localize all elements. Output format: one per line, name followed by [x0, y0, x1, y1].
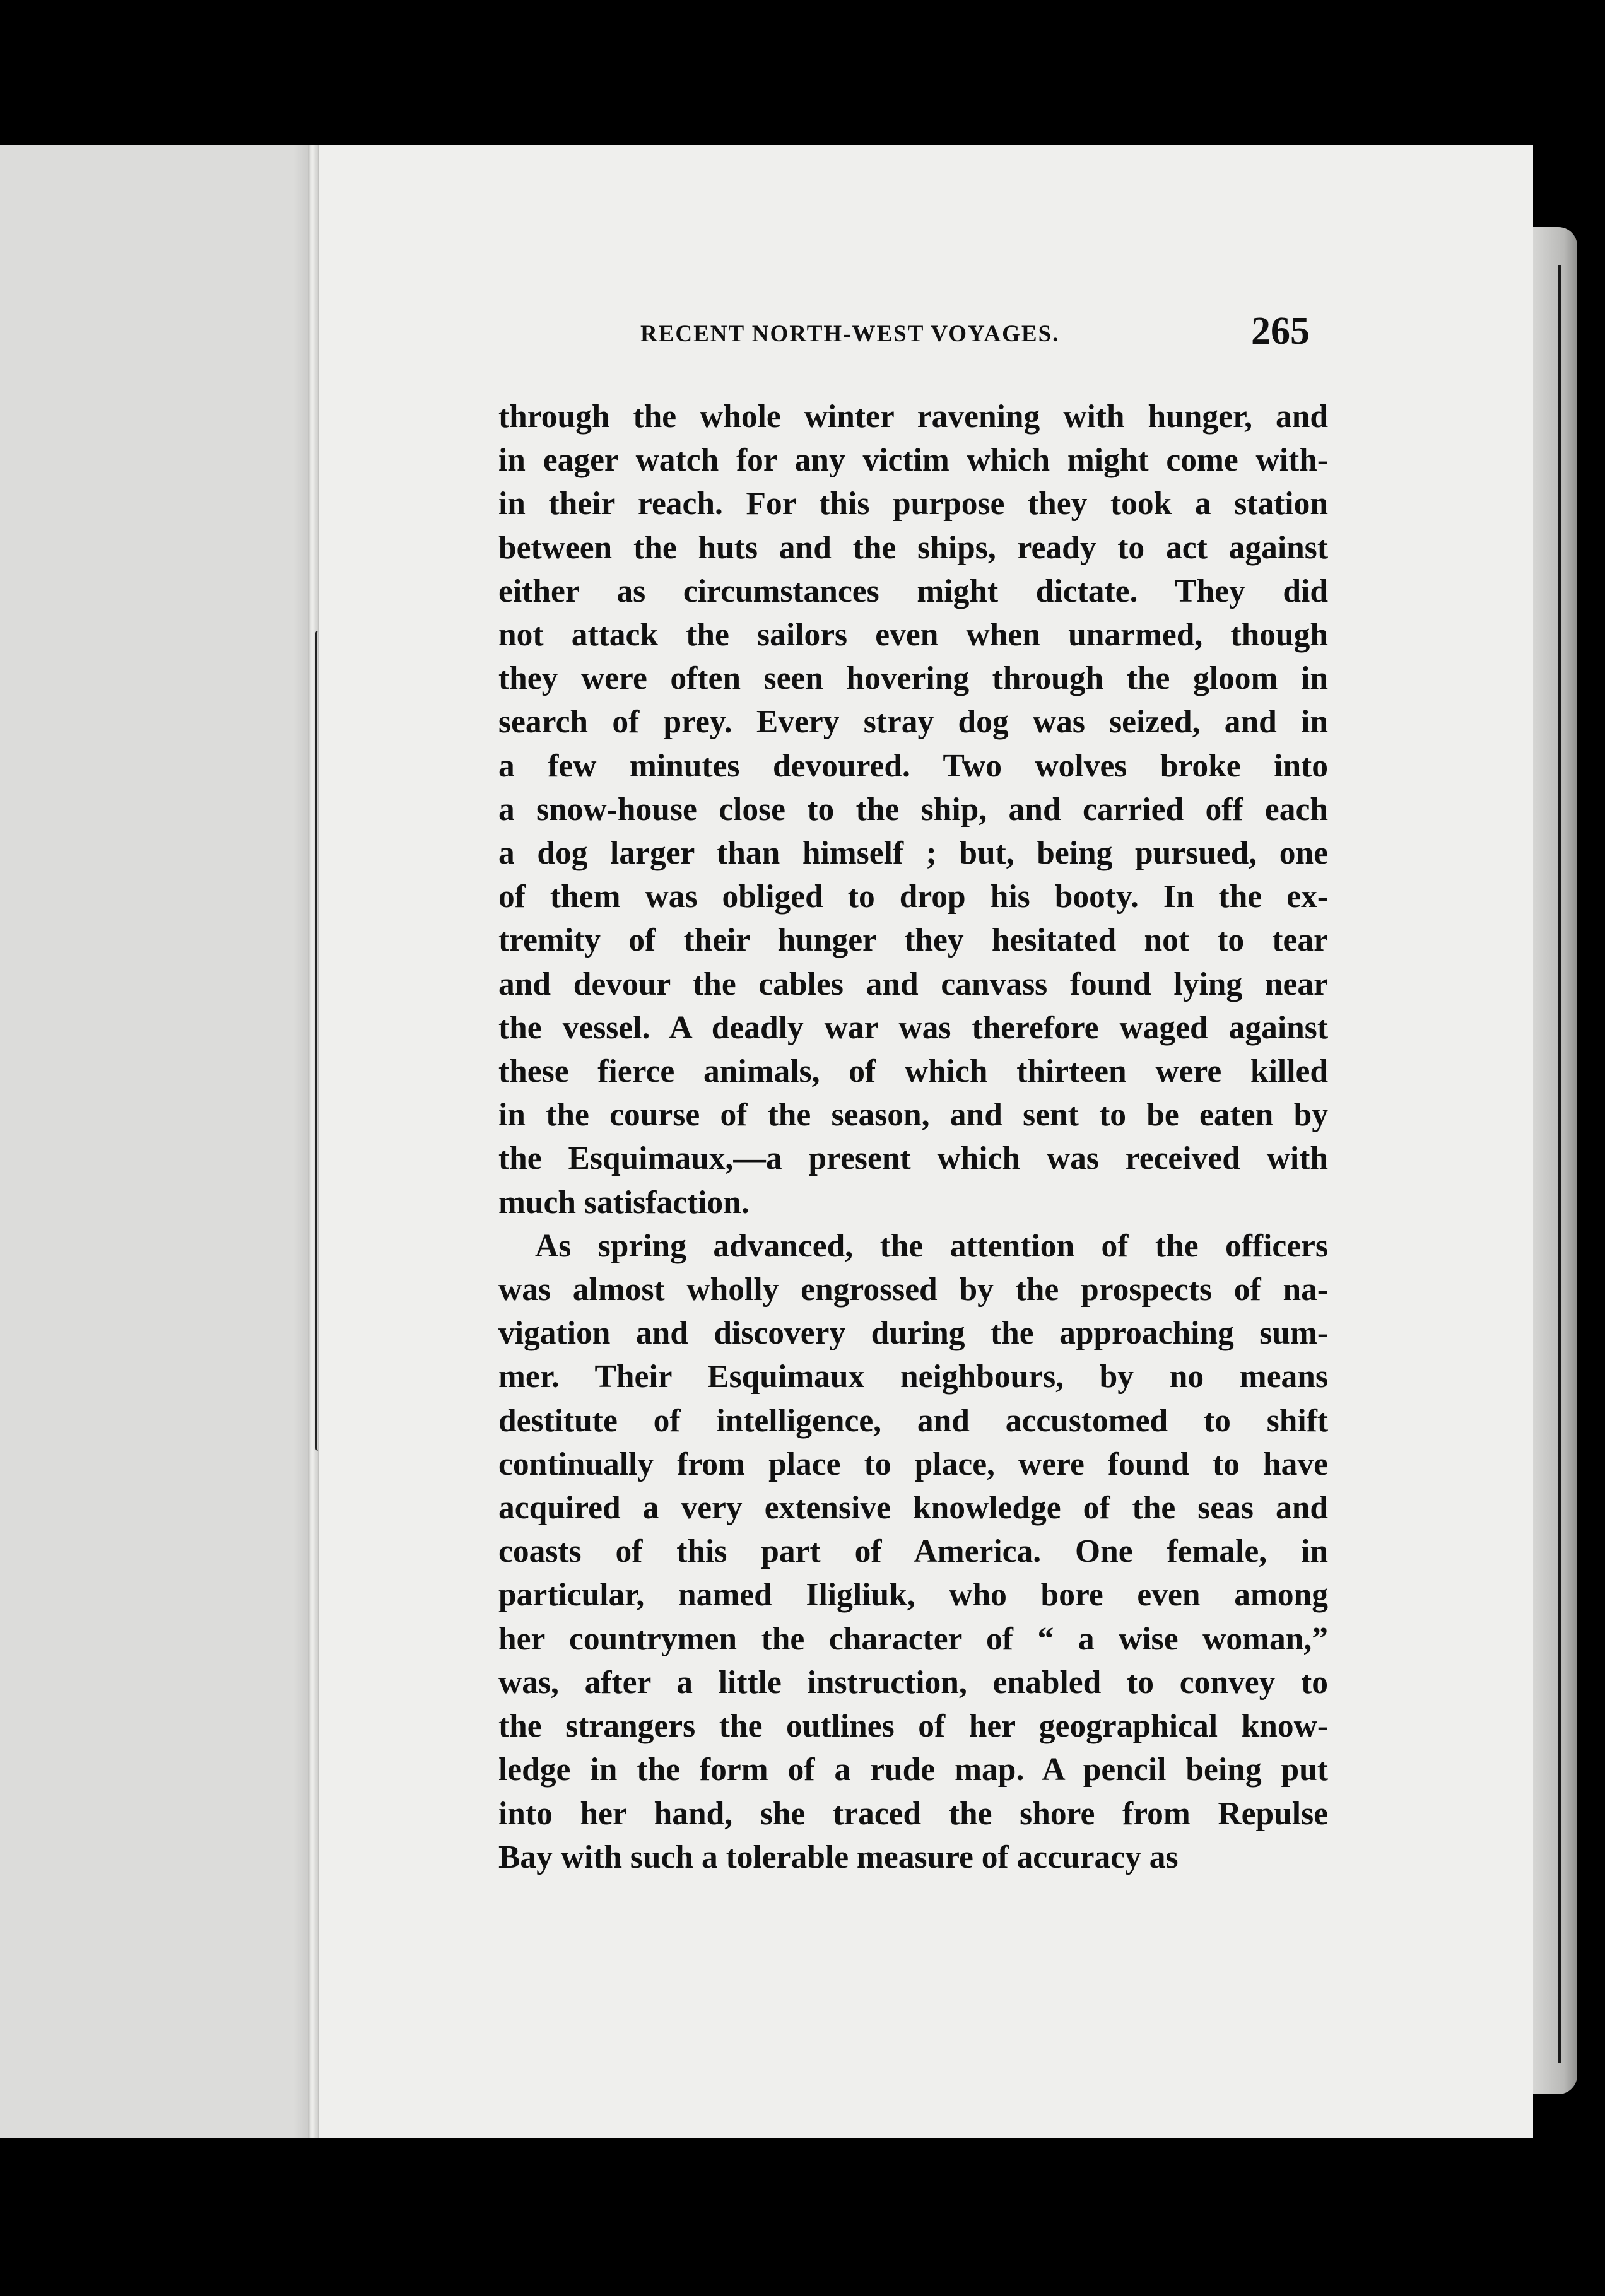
text-line: they were often seen hovering through the gloom in [498, 660, 1328, 697]
text-line: acquired a very extensive knowledge of the seas and [498, 1490, 1328, 1526]
facing-page [0, 145, 319, 2138]
text-line: vigation and discovery during the approaching sum- [498, 1315, 1328, 1352]
text-line: in the course of the season, and sent to be eaten by [498, 1097, 1328, 1133]
text-line: and devour the cables and canvass found lying near [498, 966, 1328, 1002]
text-line: a snow-house close to the ship, and carried off each [498, 791, 1328, 828]
text-line: Bay with such a tolerable measure of accuracy as [498, 1839, 1179, 1875]
text-line: in their reach. For this purpose they took a station [498, 486, 1328, 522]
text-line: the vessel. A deadly war was therefore waged against [498, 1009, 1328, 1046]
text-line: through the whole winter ravening with hunger, and [498, 399, 1328, 435]
page-edge-shadow [1539, 265, 1561, 2063]
text-line: these fierce animals, of which thirteen were killed [498, 1053, 1328, 1090]
text-line: ledge in the form of a rude map. A pencil being put [498, 1752, 1328, 1788]
text-line: was almost wholly engrossed by the prospects of na- [498, 1272, 1328, 1308]
text-line: a dog larger than himself ; but, being pursued, one [498, 835, 1328, 872]
text-line: mer. Their Esquimaux neighbours, by no means [498, 1359, 1328, 1395]
text-line: between the huts and the ships, ready to act against [498, 529, 1328, 566]
text-line: much satisfaction. [498, 1184, 750, 1221]
text-line: the strangers the outlines of her geographical know- [498, 1708, 1328, 1745]
text-line: in eager watch for any victim which might come with- [498, 442, 1328, 479]
text-line: was, after a little instruction, enabled to convey to [498, 1664, 1328, 1701]
text-line: As spring advanced, the attention of the officers [535, 1227, 1328, 1264]
text-line: the Esquimaux,—a present which was received with [498, 1140, 1328, 1177]
text-line: particular, named Iligliuk, who bore even among [498, 1577, 1328, 1614]
text-line: into her hand, she traced the shore from Repulse [498, 1795, 1328, 1832]
text-line: a few minutes devoured. Two wolves broke into [498, 747, 1328, 784]
body-text [498, 395, 1328, 1879]
running-header: RECENT NORTH-WEST VOYAGES. [640, 321, 1060, 347]
text-line: continually from place to place, were found to have [498, 1446, 1328, 1482]
text-line: destitute of intelligence, and accustomed to shift [498, 1402, 1328, 1439]
page-number: 265 [1251, 310, 1310, 353]
text-line: search of prey. Every stray dog was seized, and in [498, 704, 1328, 741]
text-line: of them was obliged to drop his booty. In the ex- [498, 879, 1328, 915]
text-line: not attack the sailors even when unarmed, though [498, 617, 1328, 653]
text-line: tremity of their hunger they hesitated not to tear [498, 922, 1328, 959]
text-line: her countrymen the character of “ a wise woman,” [498, 1620, 1328, 1657]
text-line: either as circumstances might dictate. They did [498, 573, 1328, 609]
text-line: coasts of this part of America. One female, in [498, 1533, 1328, 1570]
